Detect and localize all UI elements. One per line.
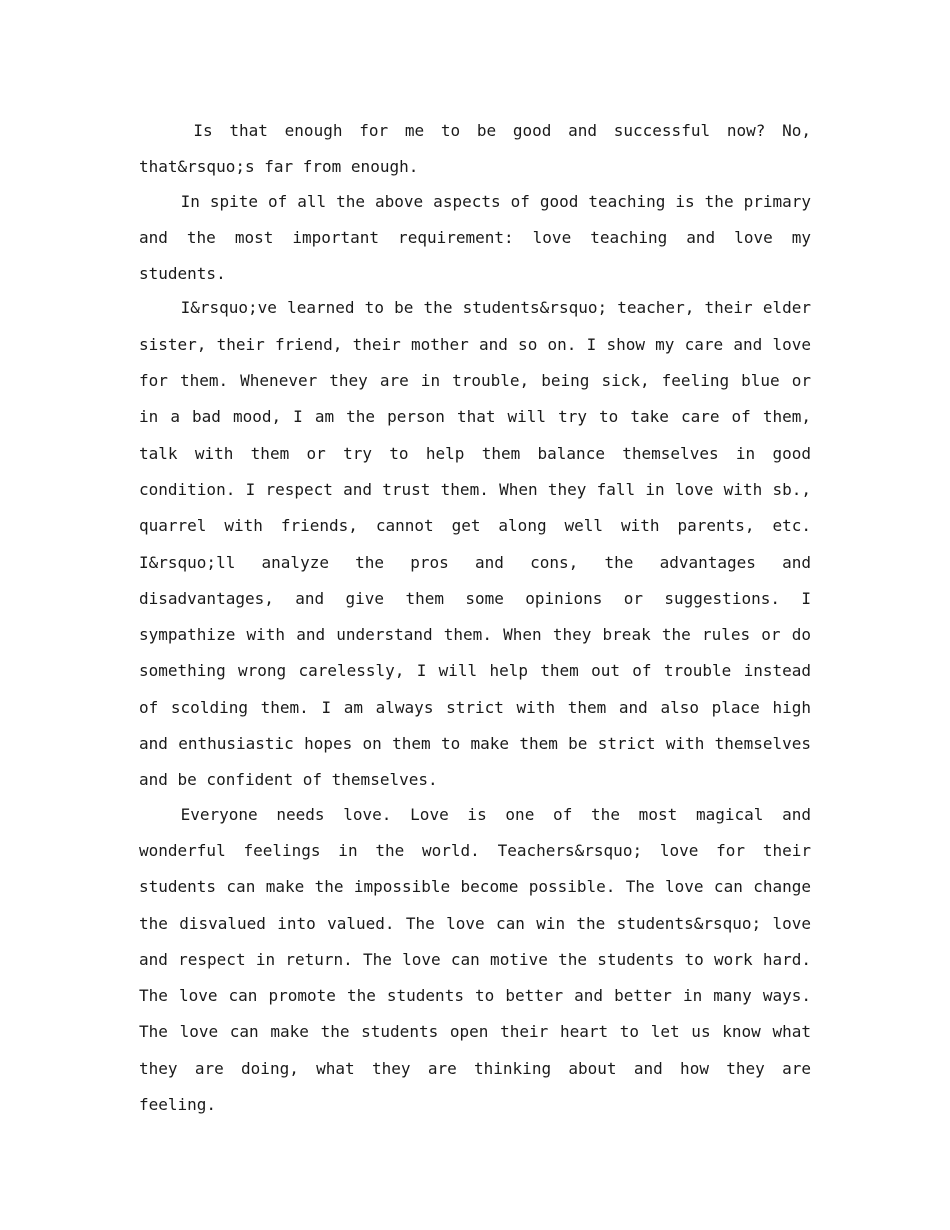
document-body: [139, 113, 811, 1121]
paragraph-1: Is that enough for me to be good and successful now? No, that&rsquo;s far from enough.: [139, 121, 811, 177]
paragraph-2: In spite of all the above aspects of good teaching is the primary and the most important requirement: love teaching and love my students.: [139, 191, 811, 284]
paragraph-3: I&rsquo;ve learned to be the students&rsquo; teacher, their elder sister, their friend, their mother and so on. I show my care and love for them. Whenever they are in trouble, being sick, feeling blue or in a bad mood, I am the person that will try to take care of them, talk with them or try to help them balance themselves in good condition. I respect and trust them. When they fall in love with sb., quarrel with friends, cannot get along well with parents, etc. I&rsquo;ll analyze the pros and cons, the advantages and disadvantages, and give them some opinions or suggestions. I sympathize with and understand them. When they break the rules or do something wrong carelessly, I will help them out of trouble instead of scolding them. I am always strict with them and also place high and enthusiastic hopes on them to make them be strict with themselves and be confident of themselves.: [139, 298, 811, 790]
paragraph-4: Everyone needs love. Love is one of the most magical and wonderful feelings in the world. Teachers&rsquo; love for their students can make the impossible become possible. The love can change the disvalued into valued. The love can win the students&rsquo; love and respect in return. The love can motive the students to work hard. The love can promote the students to better and better in many ways. The love can make the students open their heart to let us know what they are doing, what they are thinking about and how they are feeling.: [139, 804, 811, 1115]
